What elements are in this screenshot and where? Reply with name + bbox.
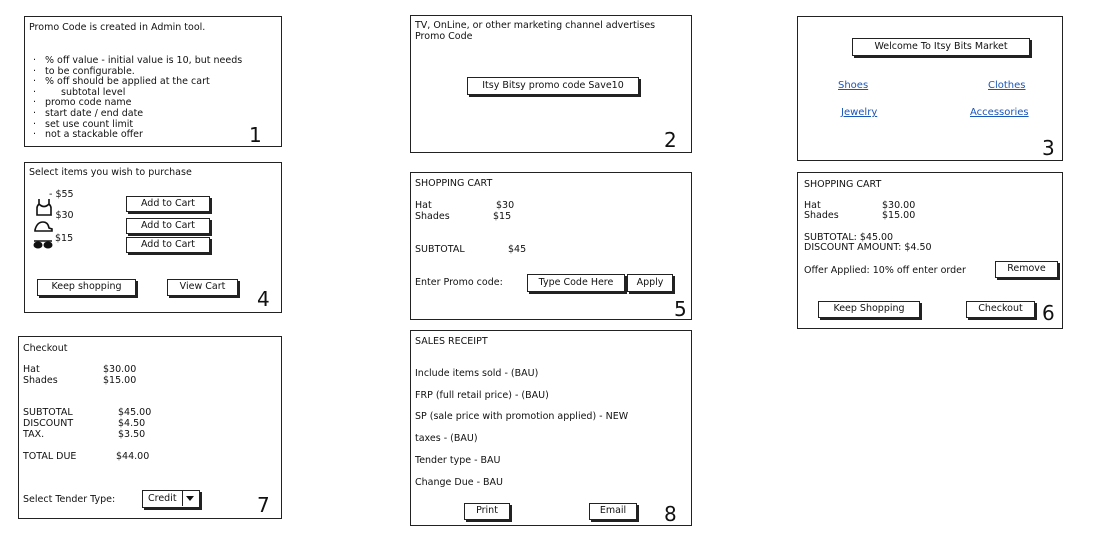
panel-number: 3 bbox=[1042, 136, 1055, 160]
promo-code-banner: Itsy Bitsy promo code Save10 bbox=[467, 77, 639, 95]
print-button[interactable]: Print bbox=[464, 503, 510, 520]
discount-value: $4.50 bbox=[118, 418, 146, 429]
apply-button[interactable]: Apply bbox=[627, 274, 673, 292]
cart-item-price: $30 bbox=[496, 200, 515, 211]
panel-number: 8 bbox=[664, 502, 677, 526]
cart-item-name: Hat bbox=[804, 200, 821, 211]
panel-6-cart-discount bbox=[797, 172, 1063, 329]
cart-item-name: Shades bbox=[804, 210, 839, 221]
shoes-link[interactable]: Shoes bbox=[838, 80, 869, 91]
cart-item-price: $30.00 bbox=[882, 200, 916, 211]
tax-value: $3.50 bbox=[118, 429, 146, 440]
panel-number: 2 bbox=[664, 128, 677, 152]
receipt-line: Tender type - BAU bbox=[415, 455, 501, 466]
tender-type-value: Credit bbox=[148, 493, 177, 504]
panel-4-heading: Select items you wish to purchase bbox=[29, 167, 192, 178]
view-cart-button[interactable]: View Cart bbox=[167, 279, 238, 296]
bullet-continuation: · subtotal level bbox=[29, 88, 242, 99]
bullet-continuation: · to be configurable. bbox=[29, 67, 242, 78]
tender-type-label: Select Tender Type: bbox=[23, 494, 116, 505]
bullet-item: · set use count limit bbox=[29, 120, 242, 131]
jewelry-link[interactable]: Jewelry bbox=[841, 107, 878, 118]
keep-shopping-button[interactable]: Keep shopping bbox=[37, 279, 136, 296]
panel-number: 4 bbox=[257, 287, 270, 311]
offer-applied: Offer Applied: 10% off enter order bbox=[804, 265, 966, 276]
total-due-label: TOTAL DUE bbox=[23, 451, 77, 462]
panel-8-sales-receipt bbox=[410, 330, 692, 526]
panel-5-shopping-cart bbox=[410, 172, 692, 320]
panel-number: 1 bbox=[249, 123, 262, 147]
panel-number: 5 bbox=[674, 297, 687, 321]
panel-2-marketing bbox=[410, 15, 692, 153]
clothes-link[interactable]: Clothes bbox=[988, 80, 1026, 91]
panel-1-bullets bbox=[29, 56, 242, 141]
email-button[interactable]: Email bbox=[589, 503, 637, 520]
add-to-cart-button[interactable]: Add to Cart bbox=[126, 196, 210, 212]
receipt-line: Include items sold - (BAU) bbox=[415, 368, 539, 379]
subtotal-value: $45.00 bbox=[118, 407, 152, 418]
add-to-cart-button[interactable]: Add to Cart bbox=[126, 237, 210, 253]
cart-item-name: Hat bbox=[415, 200, 432, 211]
promo-code-input[interactable]: Type Code Here bbox=[527, 274, 625, 292]
sunglasses-icon bbox=[32, 238, 54, 250]
checkout-item-price: $15.00 bbox=[103, 375, 137, 386]
cart-item-name: Shades bbox=[415, 211, 450, 222]
price-sunglasses: $15 bbox=[55, 233, 74, 244]
remove-offer-button[interactable]: Remove bbox=[995, 261, 1058, 278]
panel-number: 7 bbox=[257, 493, 270, 517]
panel-2-line-2: Promo Code bbox=[415, 31, 473, 42]
panel-4-product-select bbox=[24, 162, 282, 313]
add-to-cart-button[interactable]: Add to Cart bbox=[126, 218, 210, 234]
panel-3-storefront bbox=[797, 16, 1063, 161]
receipt-line: SP (sale price with promotion applied) - NEW bbox=[415, 411, 629, 422]
accessories-link[interactable]: Accessories bbox=[970, 107, 1029, 118]
panel-7-checkout bbox=[18, 336, 282, 519]
hat-icon bbox=[33, 219, 53, 233]
cart-item-price: $15.00 bbox=[882, 210, 916, 221]
checkout-title: Checkout bbox=[23, 343, 68, 354]
checkout-item-price: $30.00 bbox=[103, 364, 137, 375]
keep-shopping-button[interactable]: Keep Shopping bbox=[818, 301, 920, 318]
checkout-button[interactable]: Checkout bbox=[966, 301, 1035, 318]
panel-1-admin-promo bbox=[24, 16, 282, 147]
subtotal-label: SUBTOTAL bbox=[415, 244, 465, 255]
bullet-item: · promo code name bbox=[29, 98, 242, 109]
welcome-banner: Welcome To Itsy Bits Market bbox=[852, 38, 1030, 56]
checkout-item-name: Shades bbox=[23, 375, 58, 386]
chevron-down-icon[interactable] bbox=[182, 491, 199, 506]
price-tank-top: - $55 bbox=[49, 189, 74, 200]
checkout-item-name: Hat bbox=[23, 364, 40, 375]
subtotal-label: SUBTOTAL bbox=[23, 407, 73, 418]
tax-label: TAX. bbox=[23, 429, 45, 440]
promo-code-label: Enter Promo code: bbox=[415, 277, 503, 288]
cart-title: SHOPPING CART bbox=[804, 179, 882, 190]
panel-number: 6 bbox=[1042, 301, 1055, 325]
receipt-line: taxes - (BAU) bbox=[415, 433, 478, 444]
price-hat: - $30 bbox=[49, 210, 74, 221]
subtotal-line: SUBTOTAL: $45.00 bbox=[804, 232, 894, 243]
cart-title: SHOPPING CART bbox=[415, 178, 493, 189]
tender-type-select[interactable] bbox=[142, 490, 200, 508]
discount-label: DISCOUNT bbox=[23, 418, 74, 429]
discount-line: DISCOUNT AMOUNT: $4.50 bbox=[804, 242, 932, 253]
total-due-value: $44.00 bbox=[116, 451, 150, 462]
receipt-title: SALES RECEIPT bbox=[415, 336, 488, 347]
cart-item-price: $15 bbox=[493, 211, 512, 222]
receipt-line: FRP (full retail price) - (BAU) bbox=[415, 390, 549, 401]
bullet-item: · % off should be applied at the cart bbox=[29, 77, 242, 88]
subtotal-value: $45 bbox=[508, 244, 527, 255]
bullet-item: · % off value - initial value is 10, but needs bbox=[29, 56, 242, 67]
bullet-item: · not a stackable offer bbox=[29, 130, 242, 141]
receipt-line: Change Due - BAU bbox=[415, 477, 504, 488]
panel-2-line-1: TV, OnLine, or other marketing channel advertises bbox=[415, 20, 656, 31]
panel-1-heading: Promo Code is created in Admin tool. bbox=[29, 22, 206, 33]
bullet-item: · start date / end date bbox=[29, 109, 242, 120]
